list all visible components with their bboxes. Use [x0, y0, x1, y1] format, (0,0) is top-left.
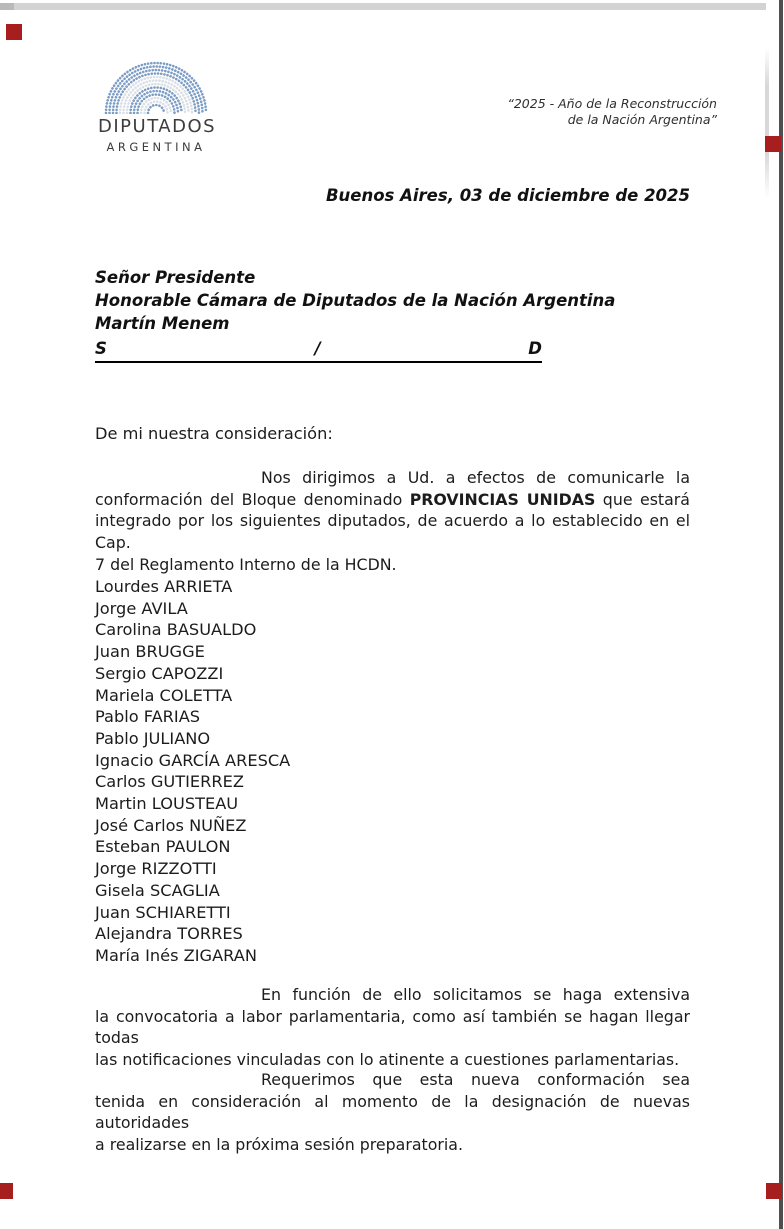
recipient-institution: Honorable Cámara de Diputados de la Nación Argentina	[95, 291, 616, 311]
line-text: que estará	[595, 489, 690, 509]
recipient-title: Señor Presidente	[95, 268, 256, 287]
deputy-name: Esteban PAULON	[95, 837, 231, 857]
logo-subtitle: ARGENTINA	[106, 140, 206, 154]
deputies-list	[95, 576, 290, 967]
deputy-name: Gisela SCAGLIA	[95, 880, 220, 900]
paragraph-line: Nos dirigimos a Ud. a efectos de comunicarle la	[261, 468, 690, 487]
deputy-name: María Inés ZIGARAN	[95, 945, 257, 965]
s-d-line	[95, 337, 542, 363]
hemicycle-dots-icon	[100, 56, 212, 114]
deputy-name: Pablo JULIANO	[95, 728, 211, 748]
motto-line-1: “2025 - Año de la Reconstrucción	[507, 96, 717, 111]
deputy-name: Mariela COLETTA	[95, 685, 233, 705]
letter-date: Buenos Aires, 03 de diciembre de 2025	[325, 186, 690, 205]
paragraph-line: integrado por los siguientes diputados, de acuerdo a lo establecido en el Cap.	[95, 511, 690, 553]
paragraph-line	[95, 489, 690, 511]
paragraph-line: Requerimos que esta nueva conformación sea	[261, 1070, 690, 1089]
bloc-name-bold: PROVINCIAS UNIDAS	[409, 489, 596, 509]
red-corner-marker	[0, 1183, 13, 1199]
deputy-name: Alejandra TORRES	[95, 924, 243, 944]
paragraph-line: tenida en consideración al momento de la designación de nuevas autoridades	[95, 1091, 690, 1133]
paragraph-line: En función de ello solicitamos se haga extensiva	[261, 985, 690, 1004]
line-text: conformación del Bloque denominado	[95, 489, 410, 509]
paragraph-bloque	[95, 467, 690, 576]
paragraph-line: 7 del Reglamento Interno de la HCDN.	[95, 554, 397, 574]
year-motto	[507, 96, 717, 128]
recipient-block	[95, 266, 690, 363]
top-divider-bar-end	[0, 3, 14, 10]
top-divider-bar	[0, 3, 766, 10]
deputy-name: Carolina BASUALDO	[95, 620, 257, 640]
paragraph-line: la convocatoria a labor parlamentaria, como así también se hagan llegar todas	[95, 1006, 690, 1048]
red-corner-marker	[765, 136, 781, 152]
sd-left: S	[95, 338, 107, 358]
diputados-logo	[98, 56, 217, 154]
deputy-name: Pablo FARIAS	[95, 707, 201, 727]
recipient-name: Martín Menem	[95, 314, 230, 334]
deputy-name: José Carlos NUÑEZ	[95, 815, 247, 835]
motto-line-2: de la Nación Argentina”	[567, 112, 717, 127]
deputy-name: Martin LOUSTEAU	[95, 794, 239, 814]
deputy-name: Jorge RIZZOTTI	[95, 859, 217, 879]
red-corner-marker	[766, 1183, 782, 1199]
deputy-name: Carlos GUTIERREZ	[95, 772, 244, 792]
logo-title: DIPUTADOS	[98, 116, 217, 137]
deputy-name: Ignacio GARCÍA ARESCA	[95, 750, 291, 770]
deputy-name: Sergio CAPOZZI	[95, 663, 224, 683]
paragraph-line: a realizarse en la próxima sesión preparatoria.	[95, 1135, 463, 1155]
deputy-name: Juan BRUGGE	[95, 642, 205, 662]
deputy-name: Juan SCHIARETTI	[95, 902, 231, 922]
sd-slash: /	[314, 338, 321, 358]
paragraph-convocatoria	[95, 984, 690, 1071]
deputy-name: Lourdes ARRIETA	[95, 577, 233, 596]
salutation: De mi nuestra consideración:	[95, 424, 333, 443]
deputy-name: Jorge AVILA	[95, 598, 188, 618]
paragraph-line: las notificaciones vinculadas con lo atinente a cuestiones parlamentarias.	[95, 1050, 680, 1070]
sd-right: D	[528, 338, 542, 358]
red-corner-marker	[6, 24, 22, 40]
right-edge-border	[779, 0, 783, 1229]
paragraph-autoridades	[95, 1069, 690, 1156]
scrollbar-thumb[interactable]	[765, 48, 769, 198]
